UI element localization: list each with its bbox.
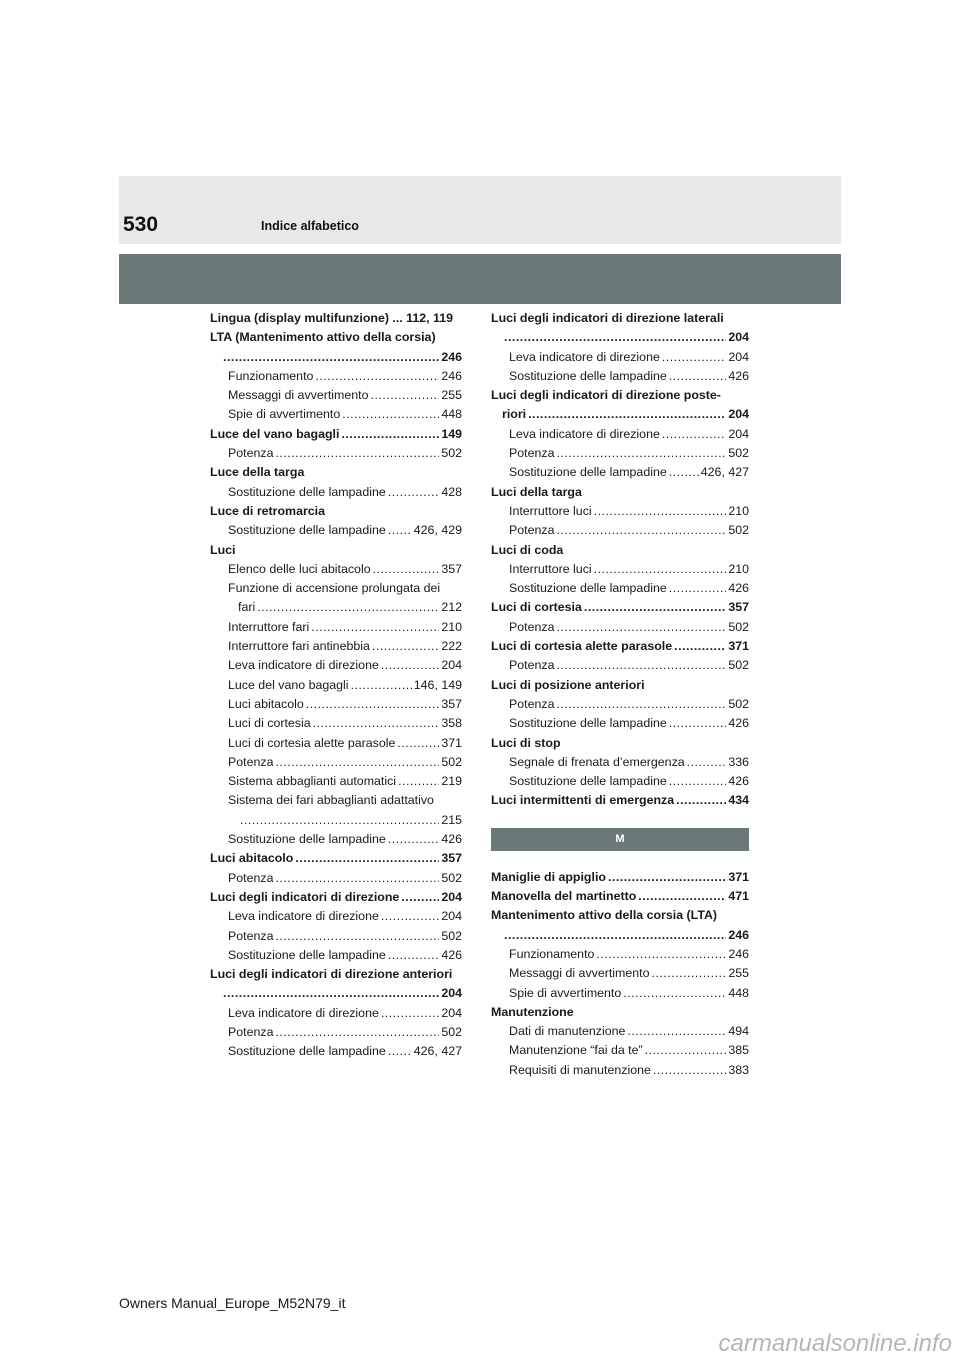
index-column-left bbox=[210, 309, 462, 1062]
entry-term: Spie di avvertimento bbox=[228, 407, 341, 422]
page-reference: 204 bbox=[728, 407, 749, 422]
entry-term: Luci di stop bbox=[491, 735, 561, 750]
page-reference: 502 bbox=[728, 658, 749, 673]
entry-term: Manovella del martinetto bbox=[491, 889, 637, 904]
page-reference: 204 bbox=[441, 1005, 462, 1020]
entry-term: Luci di cortesia bbox=[491, 600, 582, 615]
page-reference: 385 bbox=[728, 1043, 749, 1058]
index-subentry bbox=[491, 964, 749, 983]
dot-leader bbox=[687, 753, 727, 772]
dot-leader bbox=[669, 772, 727, 791]
index-subentry bbox=[210, 927, 462, 946]
dot-leader bbox=[381, 907, 439, 926]
entry-term: Sostituzione delle lampadine bbox=[509, 368, 667, 383]
entry-term: Messaggi di avvertimento bbox=[228, 388, 369, 403]
entry-term: Potenza bbox=[509, 658, 555, 673]
page-reference: 502 bbox=[728, 696, 749, 711]
dot-leader bbox=[295, 849, 439, 868]
dot-leader bbox=[669, 463, 699, 482]
dot-leader bbox=[623, 984, 726, 1003]
page-reference: 357 bbox=[441, 561, 462, 576]
dot-leader bbox=[398, 772, 439, 791]
index-subentry bbox=[491, 984, 749, 1003]
index-entry bbox=[210, 984, 462, 1003]
entry-term: Potenza bbox=[228, 870, 274, 885]
index-subentry bbox=[491, 1022, 749, 1041]
index-subentry bbox=[210, 560, 462, 579]
dot-leader bbox=[556, 521, 726, 540]
entry-term: Potenza bbox=[228, 1024, 274, 1039]
dot-leader bbox=[223, 984, 439, 1003]
dot-leader bbox=[653, 1061, 726, 1080]
dot-leader bbox=[342, 405, 439, 424]
index-entry bbox=[491, 598, 749, 617]
entry-term: Luci della targa bbox=[491, 484, 582, 499]
entry-term: Interruttore fari antinebbia bbox=[228, 639, 370, 654]
index-subentry bbox=[210, 869, 462, 888]
index-subentry bbox=[491, 1061, 749, 1080]
dot-leader bbox=[371, 386, 440, 405]
dot-leader bbox=[638, 887, 726, 906]
page-reference: 204 bbox=[441, 909, 462, 924]
index-entry bbox=[491, 734, 749, 753]
index-subentry bbox=[210, 637, 462, 656]
page-reference: 426 bbox=[441, 832, 462, 847]
watermark: carmanualsonline.info bbox=[718, 1330, 952, 1357]
page-reference: 502 bbox=[728, 619, 749, 634]
index-entry bbox=[210, 849, 462, 868]
page-reference: 471 bbox=[728, 889, 749, 904]
index-entry bbox=[210, 309, 462, 328]
index-group-l-right bbox=[491, 309, 749, 811]
index-subentry bbox=[210, 714, 462, 733]
entry-term: Potenza bbox=[509, 446, 555, 461]
page-reference: 426 bbox=[441, 947, 462, 962]
page-reference: 246 bbox=[441, 349, 462, 364]
entry-term: Luci abitacolo bbox=[228, 696, 304, 711]
dot-leader bbox=[275, 869, 439, 888]
entry-term: Maniglie di appiglio bbox=[491, 869, 606, 884]
entry-term: Manutenzione bbox=[491, 1004, 574, 1019]
index-subentry bbox=[491, 425, 749, 444]
page-reference: 371 bbox=[441, 735, 462, 750]
dot-leader bbox=[275, 753, 439, 772]
index-entry bbox=[491, 405, 749, 424]
page-reference: 215 bbox=[441, 812, 462, 827]
page-reference: 357 bbox=[441, 696, 462, 711]
index-subentry bbox=[491, 618, 749, 637]
dot-leader bbox=[373, 560, 440, 579]
index-subentry bbox=[491, 579, 749, 598]
page-reference: 204 bbox=[728, 426, 749, 441]
entry-term: Luce del vano bagagli bbox=[228, 677, 349, 692]
index-subentry bbox=[491, 945, 749, 964]
entry-term: Potenza bbox=[228, 928, 274, 943]
dot-leader bbox=[372, 637, 439, 656]
dot-leader bbox=[313, 714, 440, 733]
page-reference: 448 bbox=[728, 985, 749, 1000]
entry-term: Interruttore fari bbox=[228, 619, 310, 634]
entry-term: LTA (Mantenimento attivo della corsia) bbox=[210, 330, 436, 345]
index-entry bbox=[210, 888, 462, 907]
entry-term: fari bbox=[238, 600, 256, 615]
entry-term: Messaggi di avvertimento bbox=[509, 966, 650, 981]
entry-term: Sostituzione delle lampadine bbox=[509, 716, 667, 731]
index-subentry bbox=[210, 444, 462, 463]
index-entry bbox=[210, 502, 462, 521]
dot-leader bbox=[608, 868, 726, 887]
entry-term: Elenco delle luci abitacolo bbox=[228, 561, 371, 576]
index-subentry bbox=[210, 405, 462, 424]
entry-term: Sostituzione delle lampadine bbox=[228, 947, 386, 962]
entry-term: Luce del vano bagagli bbox=[210, 426, 340, 441]
index-subentry bbox=[491, 772, 749, 791]
page-reference: 502 bbox=[728, 523, 749, 538]
entry-term: Interruttore luci bbox=[509, 503, 592, 518]
entry-term: riori bbox=[502, 407, 527, 422]
index-subentry bbox=[491, 753, 749, 772]
entry-term: Luci bbox=[210, 542, 236, 557]
dot-leader bbox=[669, 714, 727, 733]
dot-leader bbox=[594, 560, 727, 579]
page-reference: 502 bbox=[728, 446, 749, 461]
index-entry bbox=[210, 965, 462, 984]
page-reference: 434 bbox=[728, 793, 749, 808]
index-subentry bbox=[491, 444, 749, 463]
entry-term: Sostituzione delle lampadine bbox=[228, 832, 386, 847]
index-entry bbox=[210, 425, 462, 444]
page-reference: 426, 427 bbox=[700, 465, 749, 480]
entry-term: Funzionamento bbox=[228, 368, 314, 383]
entry-term: Requisiti di manutenzione bbox=[509, 1062, 651, 1077]
dot-leader bbox=[556, 656, 726, 675]
entry-term: Sostituzione delle lampadine bbox=[509, 774, 667, 789]
index-subentry bbox=[491, 656, 749, 675]
dot-leader bbox=[556, 618, 726, 637]
dot-leader bbox=[341, 425, 439, 444]
header-divider-band bbox=[119, 254, 841, 304]
page-reference: 358 bbox=[441, 716, 462, 731]
dot-leader bbox=[257, 598, 439, 617]
dot-leader bbox=[351, 676, 412, 695]
index-subentry bbox=[210, 1023, 462, 1042]
dot-leader bbox=[645, 1041, 727, 1060]
entry-term: Leva indicatore di direzione bbox=[228, 658, 379, 673]
entry-term: Leva indicatore di direzione bbox=[509, 349, 660, 364]
index-subentry bbox=[491, 463, 749, 482]
entry-term: Potenza bbox=[509, 619, 555, 634]
dot-leader bbox=[504, 328, 726, 347]
page-reference: 426 bbox=[728, 774, 749, 789]
dot-leader bbox=[388, 830, 440, 849]
dot-leader bbox=[556, 444, 726, 463]
page-reference: 246 bbox=[728, 927, 749, 942]
dot-leader bbox=[388, 483, 440, 502]
page-reference: 426 bbox=[728, 368, 749, 383]
page-reference: 502 bbox=[441, 446, 462, 461]
index-subentry bbox=[210, 1004, 462, 1023]
dot-leader bbox=[381, 656, 439, 675]
index-subentry bbox=[210, 791, 462, 810]
index-subentry bbox=[210, 734, 462, 753]
index-subentry bbox=[210, 676, 462, 695]
page-reference: 210 bbox=[728, 503, 749, 518]
page-number: 530 bbox=[123, 213, 159, 236]
entry-term: Luci di cortesia bbox=[228, 716, 311, 731]
entry-term: Luci di posizione anteriori bbox=[491, 677, 645, 692]
index-entry bbox=[491, 887, 749, 906]
entry-term: Luci di cortesia alette parasole bbox=[491, 639, 673, 654]
page-reference: 502 bbox=[441, 1024, 462, 1039]
index-subentry bbox=[210, 695, 462, 714]
entry-term: Segnale di frenata d’emergenza bbox=[509, 754, 685, 769]
dot-leader bbox=[315, 367, 439, 386]
dot-leader bbox=[627, 1022, 726, 1041]
page-reference: 426, 427 bbox=[413, 1044, 462, 1059]
entry-term: Funzionamento bbox=[509, 946, 595, 961]
index-subentry bbox=[210, 753, 462, 772]
index-entry bbox=[491, 483, 749, 502]
entry-term: Luci di cortesia alette parasole bbox=[228, 735, 396, 750]
page-reference: 255 bbox=[728, 966, 749, 981]
index-subentry bbox=[491, 560, 749, 579]
entry-term: Luci degli indicatori di direzione anteriori bbox=[210, 967, 453, 982]
index-subentry bbox=[491, 348, 749, 367]
entry-term: Potenza bbox=[509, 696, 555, 711]
index-entry bbox=[491, 386, 749, 405]
page-reference: 204 bbox=[728, 330, 749, 345]
entry-term: Potenza bbox=[228, 446, 274, 461]
index-subentry bbox=[491, 1041, 749, 1060]
entry-term: Interruttore luci bbox=[509, 561, 592, 576]
entry-term: Luci abitacolo bbox=[210, 851, 294, 866]
page-reference: 210 bbox=[728, 561, 749, 576]
entry-term: Manutenzione “fai da te” bbox=[509, 1043, 643, 1058]
page-reference: 383 bbox=[728, 1062, 749, 1077]
index-subentry bbox=[210, 772, 462, 791]
index-subentry bbox=[210, 521, 462, 540]
page-reference: 357 bbox=[441, 851, 462, 866]
entry-term: Sostituzione delle lampadine bbox=[509, 581, 667, 596]
index-entry bbox=[210, 328, 462, 347]
page-reference: 246 bbox=[441, 368, 462, 383]
dot-leader bbox=[381, 1004, 439, 1023]
page-header bbox=[119, 176, 841, 244]
dot-leader bbox=[662, 425, 726, 444]
dot-leader bbox=[401, 888, 439, 907]
section-title: Indice alfabetico bbox=[261, 219, 359, 233]
entry-term: Sostituzione delle lampadine bbox=[228, 1044, 386, 1059]
entry-term: Luce della targa bbox=[210, 465, 305, 480]
page-reference: 204 bbox=[441, 986, 462, 1001]
page-reference: 371 bbox=[728, 869, 749, 884]
dot-leader bbox=[676, 791, 726, 810]
index-entry bbox=[491, 676, 749, 695]
index-subentry bbox=[491, 502, 749, 521]
entry-term: Luci degli indicatori di direzione bbox=[210, 889, 400, 904]
page-reference: 357 bbox=[728, 600, 749, 615]
entry-term: Mantenimento attivo della corsia (LTA) bbox=[491, 908, 718, 923]
index-entry bbox=[491, 868, 749, 887]
entry-term: Luci degli indicatori di direzione poste- bbox=[491, 388, 721, 403]
entry-term: Sostituzione delle lampadine bbox=[509, 465, 667, 480]
index-entry bbox=[210, 541, 462, 560]
index-column-right bbox=[491, 309, 749, 1080]
dot-leader bbox=[652, 964, 727, 983]
dot-leader bbox=[594, 502, 727, 521]
index-entry bbox=[491, 541, 749, 560]
page-reference: 426 bbox=[728, 581, 749, 596]
dot-leader bbox=[669, 579, 727, 598]
entry-term: Spie di avvertimento bbox=[509, 985, 622, 1000]
footer-manual-id: Owners Manual_Europe_M52N79_it bbox=[119, 1295, 346, 1311]
page-reference: 210 bbox=[441, 619, 462, 634]
entry-term: Leva indicatore di direzione bbox=[509, 426, 660, 441]
page-reference: 149 bbox=[441, 426, 462, 441]
index-entry bbox=[491, 1003, 749, 1022]
index-entry bbox=[210, 463, 462, 482]
index-entry bbox=[491, 309, 749, 328]
index-subentry bbox=[491, 367, 749, 386]
index-subentry bbox=[210, 1042, 462, 1061]
index-subentry bbox=[210, 811, 462, 830]
entry-term: Funzione di accensione prolungata dei bbox=[228, 581, 441, 596]
page-reference: 204 bbox=[728, 349, 749, 364]
index-subentry bbox=[210, 598, 462, 617]
entry-term: Sostituzione delle lampadine bbox=[228, 523, 386, 538]
index-entry bbox=[210, 348, 462, 367]
dot-leader bbox=[397, 734, 439, 753]
dot-leader bbox=[223, 348, 439, 367]
index-subentry bbox=[210, 946, 462, 965]
index-subentry bbox=[210, 483, 462, 502]
page-reference: 426 bbox=[728, 716, 749, 731]
page-reference: 426, 429 bbox=[413, 523, 462, 538]
index-entry bbox=[491, 791, 749, 810]
page-reference: 448 bbox=[441, 407, 462, 422]
page-reference: 371 bbox=[728, 639, 749, 654]
index-subentry bbox=[491, 714, 749, 733]
index-entry bbox=[491, 926, 749, 945]
entry-term: Sistema dei fari abbaglianti adattativo bbox=[228, 793, 434, 808]
entry-term: Luce di retromarcia bbox=[210, 503, 326, 518]
dot-leader bbox=[662, 348, 726, 367]
dot-leader bbox=[311, 618, 439, 637]
page-reference: 212 bbox=[441, 600, 462, 615]
entry-term: Sostituzione delle lampadine bbox=[228, 484, 386, 499]
dot-leader bbox=[528, 405, 726, 424]
page-reference: 494 bbox=[728, 1024, 749, 1039]
index-subentry bbox=[491, 695, 749, 714]
dot-leader bbox=[275, 927, 439, 946]
dot-leader bbox=[275, 444, 439, 463]
letter-divider-m: M bbox=[491, 828, 749, 851]
entry-term: Luci degli indicatori di direzione laterali bbox=[491, 311, 724, 325]
index-entry bbox=[491, 637, 749, 656]
index-subentry bbox=[210, 367, 462, 386]
entry-term: Leva indicatore di direzione bbox=[228, 1005, 379, 1020]
index-entry bbox=[491, 328, 749, 347]
page-reference: 246 bbox=[728, 946, 749, 961]
dot-leader bbox=[669, 367, 727, 386]
page-reference: 255 bbox=[441, 388, 462, 403]
dot-leader bbox=[275, 1023, 439, 1042]
page-reference: 502 bbox=[441, 928, 462, 943]
page-reference: 502 bbox=[441, 870, 462, 885]
dot-leader bbox=[388, 521, 412, 540]
page-reference: 204 bbox=[441, 889, 462, 904]
entry-term: Leva indicatore di direzione bbox=[228, 909, 379, 924]
dot-leader bbox=[596, 945, 726, 964]
index-entry bbox=[491, 906, 749, 925]
dot-leader bbox=[674, 637, 726, 656]
index-subentry bbox=[491, 521, 749, 540]
index-subentry bbox=[210, 656, 462, 675]
dot-leader bbox=[388, 1042, 412, 1061]
dot-leader bbox=[388, 946, 440, 965]
entry-term: Dati di manutenzione bbox=[509, 1024, 626, 1039]
dot-leader bbox=[584, 598, 726, 617]
page-reference: 336 bbox=[728, 754, 749, 769]
entry-term: Sistema abbaglianti automatici bbox=[228, 774, 397, 789]
index-subentry bbox=[210, 830, 462, 849]
page-reference: 146, 149 bbox=[413, 677, 462, 692]
index-subentry bbox=[210, 579, 462, 598]
entry-term: Luci di coda bbox=[491, 542, 564, 557]
entry-term: Potenza bbox=[509, 523, 555, 538]
dot-leader bbox=[556, 695, 726, 714]
page-reference: 222 bbox=[441, 639, 462, 654]
index-subentry bbox=[210, 907, 462, 926]
entry-term: Potenza bbox=[228, 754, 274, 769]
page-reference: 502 bbox=[441, 754, 462, 769]
page-reference: 428 bbox=[441, 484, 462, 499]
dot-leader bbox=[504, 926, 726, 945]
index-group-m bbox=[491, 868, 749, 1080]
index-subentry bbox=[210, 618, 462, 637]
dot-leader bbox=[240, 811, 439, 830]
page-reference: 219 bbox=[441, 774, 462, 789]
page-reference: 204 bbox=[441, 658, 462, 673]
entry-term: Luci intermittenti di emergenza bbox=[491, 793, 675, 808]
dot-leader bbox=[306, 695, 440, 714]
index-subentry bbox=[210, 386, 462, 405]
entry-term: Lingua (display multifunzione) ... 112, 119 bbox=[210, 311, 454, 325]
